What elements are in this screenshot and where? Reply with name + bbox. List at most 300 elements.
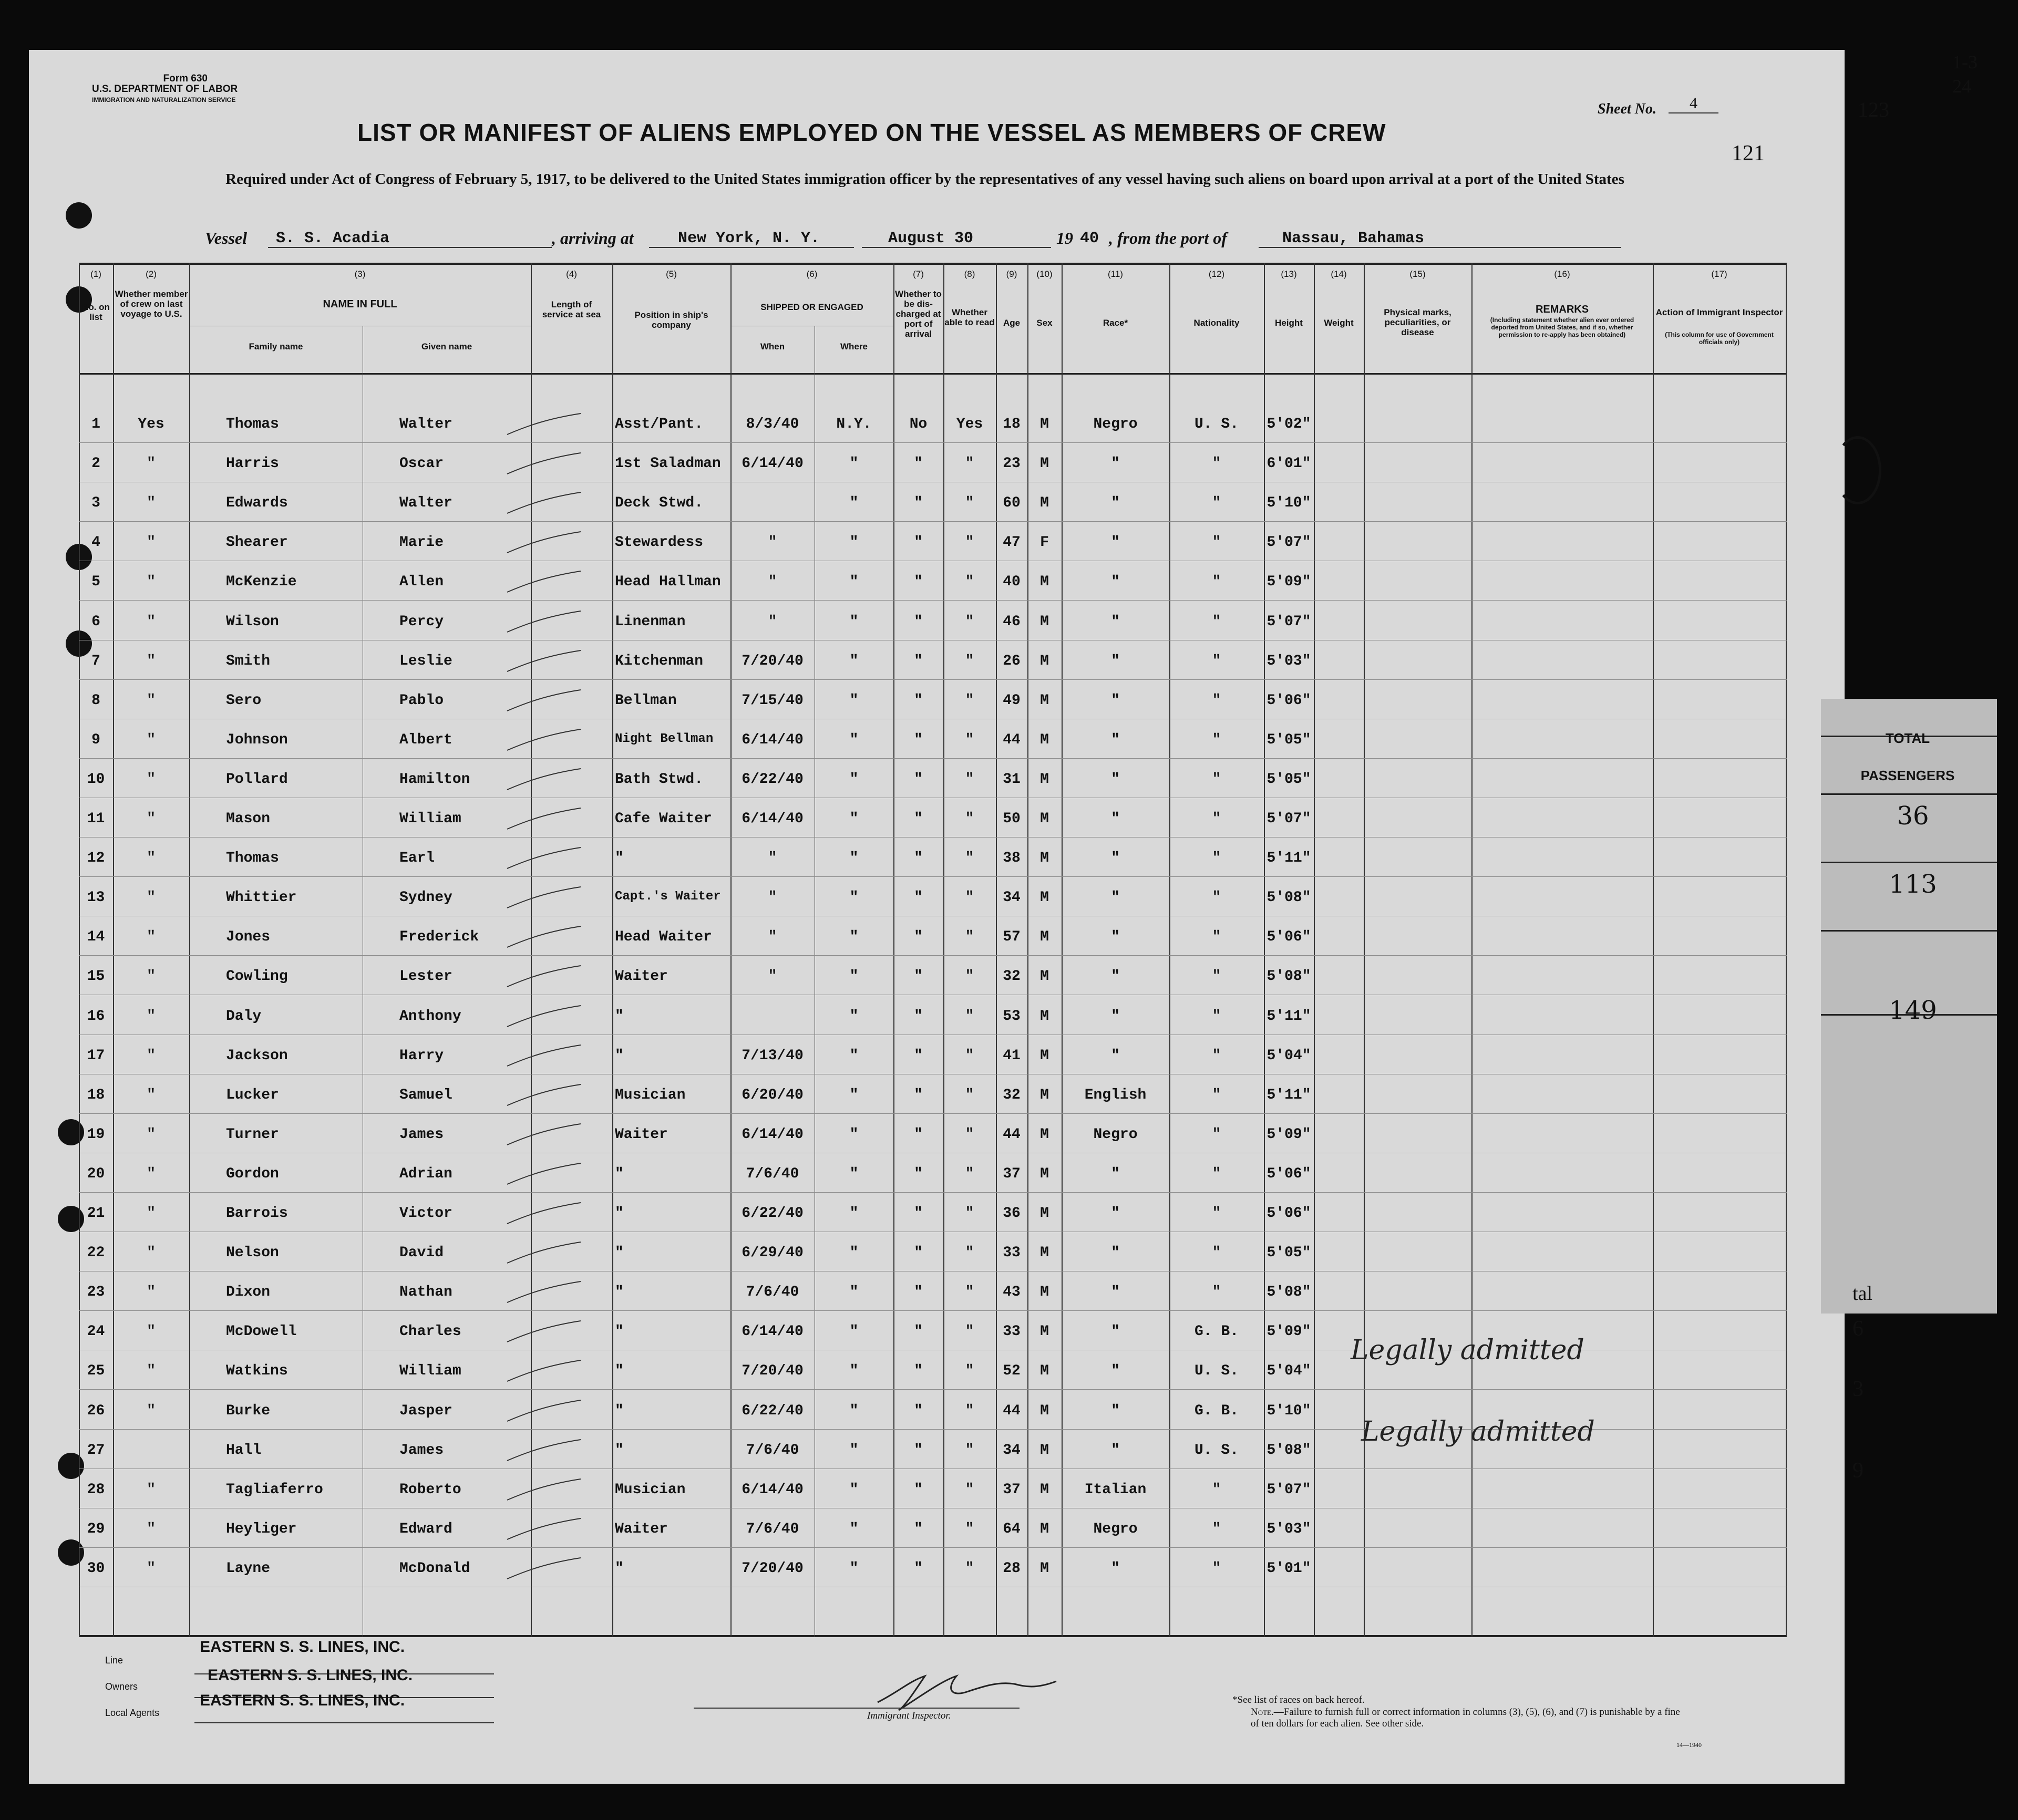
row-age: 49 <box>1003 692 1021 709</box>
row-sex: M <box>1040 1442 1049 1459</box>
row-family-name: McKenzie <box>226 574 297 591</box>
row-age: 50 <box>1003 811 1021 827</box>
row-position: " <box>615 1363 624 1380</box>
service-tick-mark <box>504 1003 583 1029</box>
row-rule <box>79 1310 1787 1311</box>
row-position: " <box>615 1284 624 1301</box>
row-number: 11 <box>87 811 105 827</box>
service-tick-mark <box>504 568 583 595</box>
row-given-name: Harry <box>399 1047 444 1064</box>
row-able-to-read: " <box>965 850 974 867</box>
row-age: 31 <box>1003 771 1021 788</box>
service-tick-mark <box>504 1318 583 1345</box>
row-height: 5'08" <box>1267 968 1311 985</box>
row-number: 10 <box>87 771 105 788</box>
row-shipped-where: N.Y. <box>836 416 872 432</box>
row-shipped-where: " <box>849 1323 859 1340</box>
row-family-name: Tagliaferro <box>226 1481 323 1498</box>
row-shipped-when: 8/3/40 <box>746 416 799 432</box>
row-shipped-when: " <box>768 613 777 630</box>
column-rule <box>189 263 190 1637</box>
row-height: 5'04" <box>1267 1047 1311 1064</box>
row-nationality: G. B. <box>1194 1323 1239 1340</box>
column-rule <box>1314 263 1315 1637</box>
header-sex: Sex <box>1036 318 1053 328</box>
header-when: When <box>760 342 785 351</box>
header-physical-marks: Physical marks, peculiarities, or disease <box>1384 307 1451 337</box>
row-nationality: " <box>1212 771 1221 788</box>
row-race: " <box>1111 692 1120 709</box>
row-family-name: Whittier <box>226 890 297 906</box>
row-race: " <box>1111 731 1120 748</box>
row-given-name: David <box>399 1245 444 1261</box>
page-title: LIST OR MANIFEST OF ALIENS EMPLOYED ON THE VESSEL AS MEMBERS OF CREW <box>357 119 1386 146</box>
row-discharged: " <box>914 1363 923 1380</box>
row-number: 12 <box>87 850 105 867</box>
inspector-signature <box>867 1660 1098 1718</box>
column-number: (5) <box>666 269 677 279</box>
service-tick-mark <box>504 648 583 674</box>
row-last-voyage: " <box>147 1521 156 1537</box>
row-family-name: Heyliger <box>226 1521 297 1537</box>
table-top-rule <box>79 263 1787 265</box>
row-age: 57 <box>1003 929 1021 946</box>
row-discharged: " <box>914 1284 923 1301</box>
row-race: " <box>1111 1165 1120 1182</box>
row-height: 5'03" <box>1267 653 1311 669</box>
row-nationality: " <box>1212 929 1221 946</box>
row-shipped-when: 7/20/40 <box>742 1560 804 1577</box>
row-shipped-where: " <box>849 1047 859 1064</box>
vessel-label: Vessel <box>205 229 247 247</box>
row-discharged: " <box>914 653 923 669</box>
row-given-name: Nathan <box>399 1284 452 1301</box>
row-family-name: Layne <box>226 1560 271 1577</box>
column-number: (7) <box>913 269 924 279</box>
column-number: (17) <box>1711 269 1727 279</box>
row-height: 5'09" <box>1267 1126 1311 1143</box>
row-shipped-when: 6/14/40 <box>742 1481 804 1498</box>
row-shipped-when: " <box>768 890 777 906</box>
row-shipped-when: 7/6/40 <box>746 1442 799 1459</box>
row-last-voyage: " <box>147 890 156 906</box>
table-bottom-rule <box>79 1635 1787 1637</box>
row-nationality: " <box>1212 1521 1221 1537</box>
row-sex: M <box>1040 495 1049 512</box>
row-shipped-when: 7/15/40 <box>742 692 804 709</box>
row-shipped-where: " <box>849 1284 859 1301</box>
row-number: 29 <box>87 1521 105 1537</box>
column-number: (11) <box>1108 269 1123 279</box>
slip-tab-value: 3 <box>1852 1377 1863 1401</box>
row-given-name: Leslie <box>399 653 452 669</box>
header-age: Age <box>1003 318 1021 328</box>
row-rule <box>79 955 1787 956</box>
row-height: 5'06" <box>1267 1205 1311 1222</box>
row-rule <box>79 1389 1787 1390</box>
row-able-to-read: " <box>965 1442 974 1459</box>
header-shipped-engaged: SHIPPED OR ENGAGED <box>760 302 863 312</box>
row-last-voyage: " <box>147 1205 156 1222</box>
row-shipped-where: " <box>849 574 859 591</box>
row-family-name: Wilson <box>226 613 279 630</box>
row-last-voyage: " <box>147 574 156 591</box>
row-number: 18 <box>87 1087 105 1103</box>
column-number: (9) <box>1006 269 1017 279</box>
row-given-name: Jasper <box>399 1402 452 1419</box>
row-family-name: Watkins <box>226 1363 288 1380</box>
row-position: " <box>615 1560 624 1577</box>
row-number: 6 <box>91 613 100 630</box>
row-shipped-where: " <box>849 731 859 748</box>
row-nationality: " <box>1212 1560 1221 1577</box>
row-shipped-where: " <box>849 929 859 946</box>
sheet-number: 4 <box>1669 95 1718 113</box>
row-position: Night Bellman <box>615 731 714 746</box>
row-nationality: " <box>1212 495 1221 512</box>
row-discharged: " <box>914 574 923 591</box>
row-race: " <box>1111 1047 1120 1064</box>
service-tick-mark <box>504 963 583 989</box>
row-height: 5'09" <box>1267 1323 1311 1340</box>
row-able-to-read: " <box>965 1047 974 1064</box>
row-number: 20 <box>87 1165 105 1182</box>
row-race: " <box>1111 890 1120 906</box>
row-shipped-when: 7/13/40 <box>742 1047 804 1064</box>
row-shipped-when: " <box>768 534 777 551</box>
row-height: 5'07" <box>1267 534 1311 551</box>
service-tick-mark <box>504 1516 583 1542</box>
row-able-to-read: " <box>965 1402 974 1419</box>
row-race: " <box>1111 771 1120 788</box>
row-rule <box>79 1113 1787 1114</box>
slip-header-passengers: PASSENGERS <box>1860 768 1955 783</box>
row-sex: M <box>1040 731 1049 748</box>
row-height: 5'04" <box>1267 1363 1311 1380</box>
row-last-voyage: " <box>147 495 156 512</box>
row-shipped-where: " <box>849 890 859 906</box>
sheet-number-label: Sheet No. <box>1598 101 1656 117</box>
row-rule <box>79 679 1787 680</box>
row-able-to-read: " <box>965 534 974 551</box>
row-shipped-when: " <box>768 574 777 591</box>
row-position: Musician <box>615 1087 686 1103</box>
row-height: 5'08" <box>1267 1284 1311 1301</box>
row-nationality: " <box>1212 850 1221 867</box>
row-position: Cafe Waiter <box>615 811 712 827</box>
row-able-to-read: " <box>965 929 974 946</box>
row-shipped-when: 6/22/40 <box>742 1402 804 1419</box>
slip-divider <box>1821 793 1997 795</box>
row-number: 13 <box>87 890 105 906</box>
row-given-name: Edward <box>399 1521 452 1537</box>
row-position: 1st Saladman <box>615 456 721 472</box>
row-able-to-read: " <box>965 1481 974 1498</box>
header-remarks: REMARKS <box>1535 304 1589 315</box>
row-position: Asst/Pant. <box>615 416 704 432</box>
header-nationality: Nationality <box>1193 318 1240 328</box>
row-able-to-read: " <box>965 1521 974 1537</box>
row-age: 53 <box>1003 1008 1021 1025</box>
row-age: 33 <box>1003 1245 1021 1261</box>
service-tick-mark <box>504 1358 583 1384</box>
line-label: Line <box>105 1655 123 1666</box>
row-shipped-when: " <box>768 929 777 946</box>
row-position: " <box>615 1245 624 1261</box>
row-discharged: " <box>914 890 923 906</box>
row-last-voyage: " <box>147 1402 156 1419</box>
row-family-name: Harris <box>226 456 279 472</box>
service-tick-mark <box>504 1161 583 1187</box>
row-sex: M <box>1040 1245 1049 1261</box>
row-age: 40 <box>1003 574 1021 591</box>
header-name-in-full: NAME IN FULL <box>323 298 397 310</box>
row-discharged: " <box>914 456 923 472</box>
row-height: 5'11" <box>1267 1008 1311 1025</box>
header-last-voyage: Whether member of crew on last voyage to U.S. <box>115 289 188 319</box>
row-nationality: " <box>1212 968 1221 985</box>
row-shipped-where: " <box>849 456 859 472</box>
row-discharged: " <box>914 1481 923 1498</box>
row-number: 23 <box>87 1284 105 1301</box>
row-given-name: Oscar <box>399 456 444 472</box>
row-discharged: " <box>914 1245 923 1261</box>
row-number: 22 <box>87 1245 105 1261</box>
row-discharged: " <box>914 968 923 985</box>
row-age: 32 <box>1003 1087 1021 1103</box>
row-shipped-when: 7/6/40 <box>746 1521 799 1537</box>
header-height: Height <box>1275 318 1303 328</box>
row-able-to-read: " <box>965 1087 974 1103</box>
row-nationality: " <box>1212 534 1221 551</box>
margin-circle-mark <box>1834 436 1881 504</box>
column-number: (4) <box>566 269 577 279</box>
column-number: (2) <box>146 269 157 279</box>
row-height: 5'05" <box>1267 771 1311 788</box>
row-given-name: Walter <box>399 416 452 432</box>
service-tick-mark <box>504 1476 583 1503</box>
row-nationality: " <box>1212 890 1221 906</box>
row-height: 5'06" <box>1267 929 1311 946</box>
page-stamp-number: 121 <box>1732 141 1765 166</box>
row-age: 18 <box>1003 416 1021 432</box>
table-header-rule <box>79 373 1787 375</box>
row-sex: M <box>1040 1323 1049 1340</box>
row-race: Italian <box>1084 1481 1147 1498</box>
row-family-name: Sero <box>226 692 262 709</box>
row-age: 46 <box>1003 613 1021 630</box>
row-able-to-read: " <box>965 890 974 906</box>
row-age: 38 <box>1003 850 1021 867</box>
service-tick-mark <box>504 529 583 555</box>
row-position: Waiter <box>615 1521 668 1537</box>
row-shipped-where: " <box>849 1442 859 1459</box>
row-given-name: Anthony <box>399 1008 461 1025</box>
row-rule <box>79 758 1787 759</box>
row-age: 33 <box>1003 1323 1021 1340</box>
column-number: (12) <box>1208 269 1225 279</box>
row-discharged: " <box>914 1442 923 1459</box>
row-nationality: U. S. <box>1194 1442 1239 1459</box>
row-sex: M <box>1040 771 1049 788</box>
row-position: Capt.'s Waiter <box>615 890 721 904</box>
agents-value: EASTERN S. S. LINES, INC. <box>200 1692 405 1709</box>
row-shipped-where: " <box>849 968 859 985</box>
row-number: 25 <box>87 1363 105 1380</box>
row-age: 34 <box>1003 1442 1021 1459</box>
row-family-name: Turner <box>226 1126 279 1143</box>
row-race: " <box>1111 1560 1120 1577</box>
slip-divider <box>1821 930 1997 932</box>
column-number: (13) <box>1281 269 1297 279</box>
row-height: 5'07" <box>1267 811 1311 827</box>
from-port-label: , from the port of <box>1109 229 1227 247</box>
row-age: 37 <box>1003 1481 1021 1498</box>
row-given-name: James <box>399 1442 444 1459</box>
row-height: 5'06" <box>1267 692 1311 709</box>
row-last-voyage: " <box>147 1165 156 1182</box>
row-position: " <box>615 850 624 867</box>
row-shipped-where: " <box>849 495 859 512</box>
row-able-to-read: " <box>965 1323 974 1340</box>
row-age: 41 <box>1003 1047 1021 1064</box>
service-tick-mark <box>504 805 583 832</box>
row-last-voyage: " <box>147 1284 156 1301</box>
row-sex: M <box>1040 1008 1049 1025</box>
row-race: " <box>1111 1284 1120 1301</box>
row-age: 34 <box>1003 890 1021 906</box>
service-tick-mark <box>504 1437 583 1463</box>
row-height: 5'05" <box>1267 1245 1311 1261</box>
row-sex: M <box>1040 1560 1049 1577</box>
year-prefix: 19 <box>1056 229 1073 247</box>
row-family-name: Johnson <box>226 731 288 748</box>
row-family-name: Pollard <box>226 771 288 788</box>
row-able-to-read: " <box>965 653 974 669</box>
row-number: 5 <box>91 574 100 591</box>
row-able-to-read: " <box>965 1560 974 1577</box>
row-nationality: " <box>1212 574 1221 591</box>
row-position: " <box>615 1323 624 1340</box>
row-last-voyage: Yes <box>138 416 164 432</box>
row-shipped-where: " <box>849 1165 859 1182</box>
column-number: (3) <box>354 269 366 279</box>
row-shipped-where: " <box>849 771 859 788</box>
row-shipped-where: " <box>849 1087 859 1103</box>
row-family-name: Thomas <box>226 416 279 432</box>
header-action-inspector: Action of Immigrant Inspector <box>1655 307 1783 317</box>
note-label: Note. <box>1251 1707 1274 1718</box>
row-height: 5'10" <box>1267 1402 1311 1419</box>
row-race: " <box>1111 495 1120 512</box>
row-position: Bellman <box>615 692 677 709</box>
row-discharged: " <box>914 534 923 551</box>
row-family-name: Barrois <box>226 1205 288 1222</box>
row-given-name: Charles <box>399 1323 461 1340</box>
row-family-name: Burke <box>226 1402 271 1419</box>
row-number: 17 <box>87 1047 105 1064</box>
row-height: 5'06" <box>1267 1165 1311 1182</box>
slip-value: 113 <box>1889 870 1937 899</box>
row-last-voyage: " <box>147 1363 156 1380</box>
row-nationality: " <box>1212 811 1221 827</box>
slip-divider <box>1821 862 1997 863</box>
row-shipped-where: " <box>849 850 859 867</box>
service-tick-mark <box>504 727 583 753</box>
row-discharged: " <box>914 771 923 788</box>
arriving-label: , arriving at <box>552 229 634 247</box>
row-last-voyage: " <box>147 811 156 827</box>
row-last-voyage: " <box>147 731 156 748</box>
row-last-voyage: " <box>147 692 156 709</box>
row-number: 7 <box>91 653 100 669</box>
column-rule <box>1786 263 1787 1637</box>
row-family-name: Dixon <box>226 1284 271 1301</box>
header-remarks-note: (Including statement whether alien ever ordered deported from United States, and if so, whether permission to re-apply has been obtained) <box>1490 316 1634 338</box>
remarks-handwritten: Legally admitted <box>1351 1335 1584 1366</box>
row-shipped-where: " <box>849 1245 859 1261</box>
row-family-name: Shearer <box>226 534 288 551</box>
owners-value: EASTERN S. S. LINES, INC. <box>208 1667 413 1684</box>
row-nationality: U. S. <box>1194 1363 1239 1380</box>
row-discharged: " <box>914 1126 923 1143</box>
service-tick-mark <box>504 845 583 871</box>
row-nationality: " <box>1212 1245 1221 1261</box>
row-sex: M <box>1040 1047 1049 1064</box>
row-nationality: " <box>1212 456 1221 472</box>
service-tick-mark <box>504 1082 583 1108</box>
service-tick-mark <box>504 687 583 713</box>
row-discharged: " <box>914 1008 923 1025</box>
row-able-to-read: " <box>965 574 974 591</box>
row-height: 5'08" <box>1267 890 1311 906</box>
row-age: 43 <box>1003 1284 1021 1301</box>
row-family-name: Cowling <box>226 968 288 985</box>
row-race: Negro <box>1093 1521 1138 1537</box>
row-number: 21 <box>87 1205 105 1222</box>
row-able-to-read: " <box>965 811 974 827</box>
row-height: 6'01" <box>1267 456 1311 472</box>
service-tick-mark <box>504 608 583 635</box>
row-height: 5'11" <box>1267 1087 1311 1103</box>
row-sex: M <box>1040 416 1049 432</box>
column-number: (6) <box>806 269 818 279</box>
row-position: " <box>615 1442 624 1459</box>
service-tick-mark <box>504 766 583 792</box>
row-discharged: " <box>914 929 923 946</box>
row-sex: M <box>1040 1284 1049 1301</box>
agents-underline <box>194 1722 494 1723</box>
row-able-to-read: " <box>965 1008 974 1025</box>
row-race: " <box>1111 1205 1120 1222</box>
row-last-voyage: " <box>147 1323 156 1340</box>
row-position: Stewardess <box>615 534 704 551</box>
row-height: 5'08" <box>1267 1442 1311 1459</box>
row-shipped-when: 6/14/40 <box>742 1126 804 1143</box>
row-sex: M <box>1040 456 1049 472</box>
row-given-name: Victor <box>399 1205 452 1222</box>
row-position: Head Waiter <box>615 929 712 946</box>
row-sex: M <box>1040 692 1049 709</box>
row-number: 3 <box>91 495 100 512</box>
row-discharged: " <box>914 1402 923 1419</box>
service-tick-mark <box>504 884 583 911</box>
row-shipped-when: 6/29/40 <box>742 1245 804 1261</box>
row-nationality: " <box>1212 1126 1221 1143</box>
row-shipped-when: 6/14/40 <box>742 731 804 748</box>
row-height: 5'01" <box>1267 1560 1311 1577</box>
row-shipped-where: " <box>849 1521 859 1537</box>
